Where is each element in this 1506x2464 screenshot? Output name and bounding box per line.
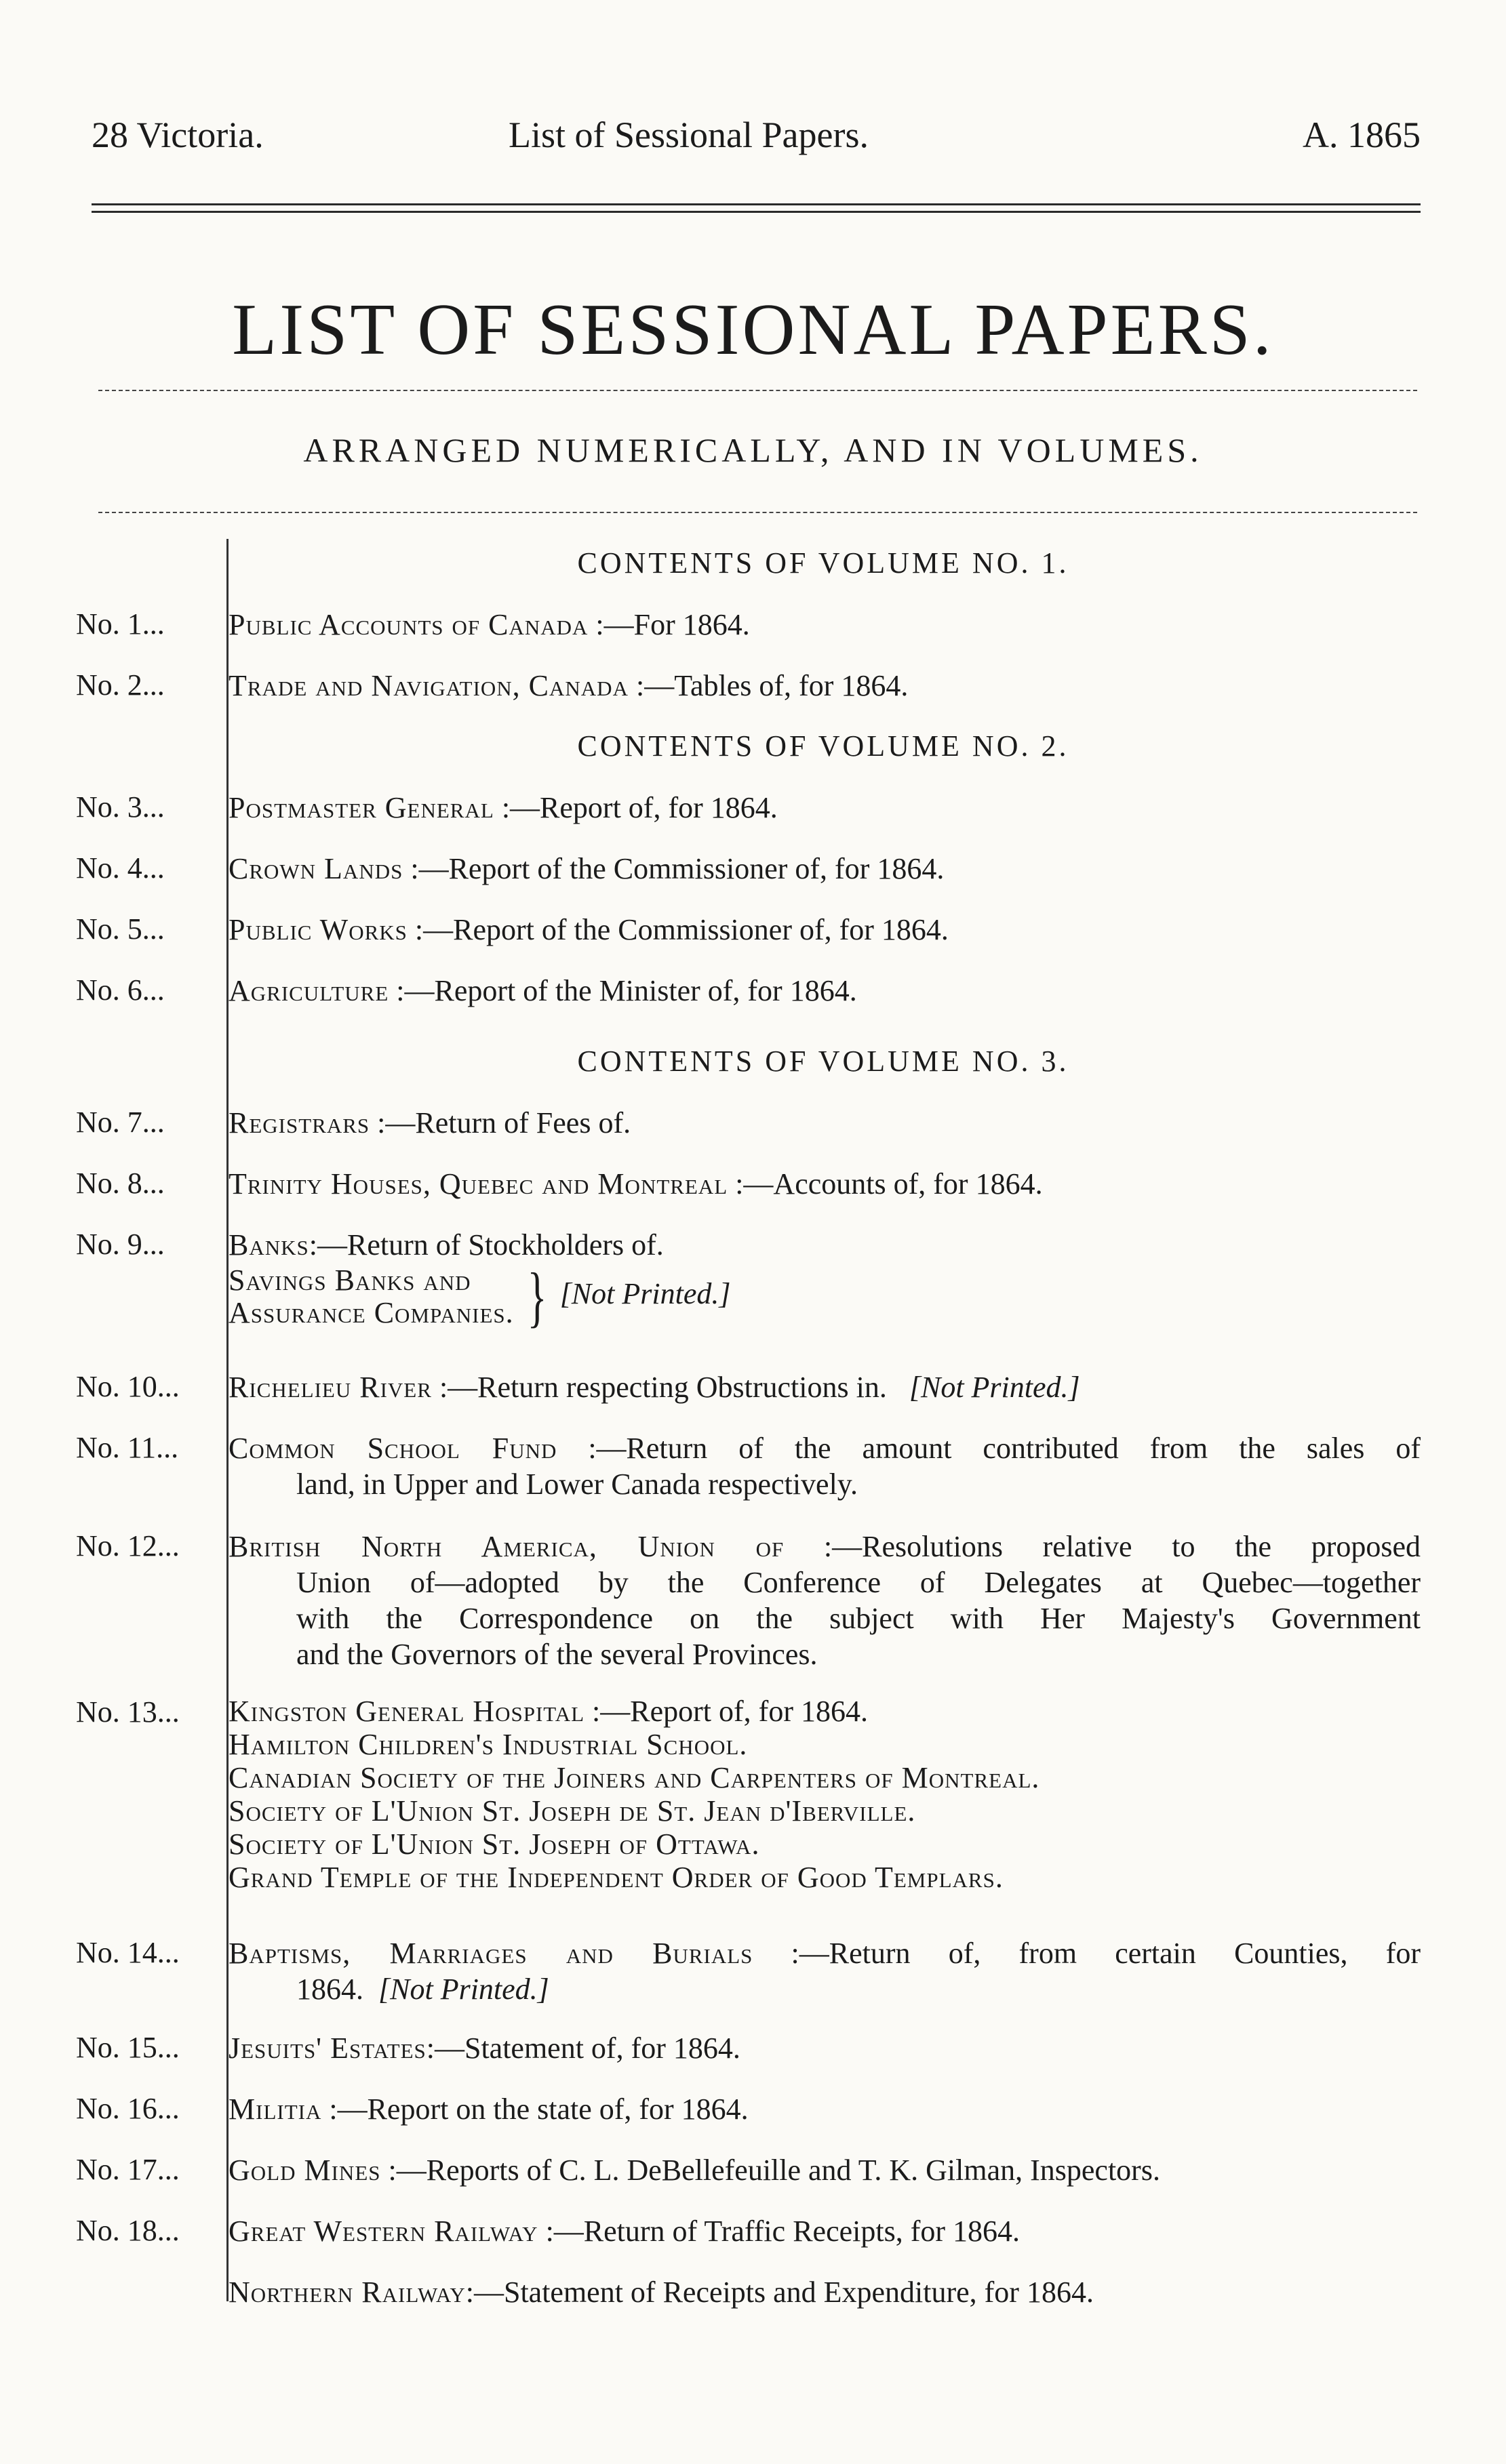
entry-continuation: land, in Upper and Lower Canada respectively. xyxy=(296,1468,858,1501)
list-item xyxy=(229,973,1421,1009)
list-item xyxy=(229,607,1421,643)
list-item xyxy=(229,2091,1421,2127)
entry-title: Jesuits' Estates xyxy=(229,2032,427,2065)
entry-title: Public Accounts of Canada xyxy=(229,608,589,641)
list-item xyxy=(229,2213,1421,2249)
entry-number: No. 2... xyxy=(76,668,165,702)
header-title: List of Sessional Papers. xyxy=(509,115,869,155)
entry-text: :—Accounts of, for 1864. xyxy=(728,1167,1043,1200)
entry-continuation: Union of—adopted by the Conference of Delegates at Quebec—together xyxy=(296,1566,1421,1599)
list-item xyxy=(229,2030,1421,2066)
entry-title: Common School Fund xyxy=(229,1432,557,1465)
entry-number: No. 17... xyxy=(76,2153,180,2186)
entry-title: Militia xyxy=(229,2093,322,2126)
entry-title: Northern Railway xyxy=(229,2276,466,2309)
entry-text: :—Statement of, for 1864. xyxy=(426,2032,740,2065)
entry-text: :—Report on the state of, for 1864. xyxy=(321,2093,749,2126)
list-item xyxy=(229,1529,1421,1672)
list-item xyxy=(229,1369,1421,1405)
header-rule-2 xyxy=(92,211,1421,213)
list-item xyxy=(229,668,1421,704)
list-item xyxy=(229,1430,1421,1502)
not-printed-note: [Not Printed.] xyxy=(909,1371,1080,1404)
entry-number: No. 7... xyxy=(76,1106,165,1139)
entry-title: Trade and Navigation, Canada xyxy=(229,669,629,702)
page-title: LIST OF SESSIONAL PAPERS. xyxy=(232,289,1274,370)
entry-number: No. 16... xyxy=(76,2092,180,2125)
braced-line: Savings Banks and xyxy=(229,1264,471,1297)
entry-number: No. 12... xyxy=(76,1529,180,1562)
volume-heading-2: CONTENTS OF VOLUME NO. 2. xyxy=(577,729,1069,763)
entry-number: No. 5... xyxy=(76,912,165,946)
entry-title: Crown Lands xyxy=(229,852,403,885)
list-item xyxy=(229,1105,1421,1141)
title-rule xyxy=(98,390,1417,391)
entry-text: :—For 1864. xyxy=(588,608,750,641)
entry-subitem: Hamilton Children's Industrial School. xyxy=(229,1728,748,1761)
entry-title: Baptisms, Marriages and Burials xyxy=(229,1937,753,1970)
list-item xyxy=(229,851,1421,887)
entry-number: No. 9... xyxy=(76,1228,165,1261)
entry-text: :—Statement of Receipts and Expenditure, for 1864. xyxy=(465,2276,1094,2309)
entry-number: No. 11... xyxy=(76,1431,179,1464)
list-item xyxy=(229,2274,1421,2310)
not-printed-note: [Not Printed.] xyxy=(378,1973,549,2006)
entry-text: :—Report of, for 1864. xyxy=(494,791,778,824)
list-item xyxy=(229,1695,1421,1894)
entry-number: No. 6... xyxy=(76,973,165,1007)
entry-title: Registrars xyxy=(229,1106,370,1139)
entry-number: No. 14... xyxy=(76,1936,180,1969)
header-session: 28 Victoria. xyxy=(92,115,264,155)
volume-heading-1: CONTENTS OF VOLUME NO. 1. xyxy=(577,546,1069,580)
curly-brace-icon: } xyxy=(527,1259,547,1334)
entry-number: No. 15... xyxy=(76,2031,180,2064)
entry-text: :—Report of the Minister of, for 1864. xyxy=(389,974,857,1007)
entry-text: :—Report of the Commissioner of, for 1864. xyxy=(407,913,949,946)
not-printed-note: [Not Printed.] xyxy=(559,1277,731,1311)
page-subtitle: ARRANGED NUMERICALLY, AND IN VOLUMES. xyxy=(303,431,1203,469)
list-item xyxy=(229,1935,1421,2007)
list-item xyxy=(229,790,1421,826)
entry-number: No. 3... xyxy=(76,790,165,824)
entry-title: Postmaster General xyxy=(229,791,494,824)
running-header xyxy=(92,114,1421,168)
entry-title: Great Western Railway xyxy=(229,2215,538,2248)
entry-continuation: and the Governors of the several Provinces. xyxy=(296,1638,818,1671)
entry-number: No. 8... xyxy=(76,1167,165,1200)
entry-number: No. 18... xyxy=(76,2214,180,2247)
list-item xyxy=(229,2152,1421,2188)
entry-text: :—Return of Stockholders of. xyxy=(309,1228,664,1261)
entry-number: No. 10... xyxy=(76,1370,180,1403)
header-rule xyxy=(92,203,1421,205)
entry-text: :—Return of, from certain Counties, for xyxy=(753,1937,1421,1970)
entry-subitem: Canadian Society of the Joiners and Carpenters of Montreal. xyxy=(229,1761,1040,1794)
entry-title: Banks xyxy=(229,1228,309,1261)
entry-text: :—Return of Fees of. xyxy=(370,1106,631,1139)
entry-text: :—Tables of, for 1864. xyxy=(628,669,909,702)
entry-text: :—Report of the Commissioner of, for 1864. xyxy=(403,852,945,885)
entry-title: Agriculture xyxy=(229,974,389,1007)
list-item xyxy=(229,912,1421,948)
entry-title: Kingston General Hospital xyxy=(229,1695,585,1728)
entry-subitem: Society of L'Union St. Joseph of Ottawa. xyxy=(229,1827,760,1861)
entry-text: :—Return of Traffic Receipts, for 1864. xyxy=(538,2215,1020,2248)
entry-number: No. 4... xyxy=(76,851,165,885)
list-item xyxy=(229,1166,1421,1202)
volume-heading-3: CONTENTS OF VOLUME NO. 3. xyxy=(577,1045,1069,1078)
entry-title: Richelieu River xyxy=(229,1371,432,1404)
entry-text: :—Return of the amount contributed from the sales of xyxy=(557,1432,1421,1465)
entry-number: No. 13... xyxy=(76,1695,180,1729)
entry-title: British North America, Union of xyxy=(229,1530,785,1563)
braced-line: Assurance Companies. xyxy=(229,1296,514,1329)
entry-text: :—Report of, for 1864. xyxy=(584,1695,868,1728)
entry-title: Trinity Houses, Quebec and Montreal xyxy=(229,1167,728,1200)
entry-title: Public Works xyxy=(229,913,408,946)
list-item xyxy=(229,1227,1421,1334)
entry-subitem: Society of L'Union St. Joseph de St. Jean d'Iberville. xyxy=(229,1794,916,1827)
entry-number: No. 1... xyxy=(76,607,165,641)
header-year: A. 1865 xyxy=(1303,115,1421,155)
subtitle-rule xyxy=(98,512,1417,513)
entry-title: Gold Mines xyxy=(229,2154,381,2187)
entry-continuation: with the Correspondence on the subject with Her Majesty's Government xyxy=(296,1602,1421,1635)
entry-continuation: 1864. xyxy=(296,1973,363,2006)
entry-text: :—Reports of C. L. DeBellefeuille and T. K. Gilman, Inspectors. xyxy=(380,2154,1160,2187)
entry-text: :—Return respecting Obstructions in. xyxy=(431,1371,887,1404)
entry-subitem: Grand Temple of the Independent Order of Good Templars. xyxy=(229,1861,1004,1894)
entry-text: :—Resolutions relative to the proposed xyxy=(784,1530,1421,1563)
